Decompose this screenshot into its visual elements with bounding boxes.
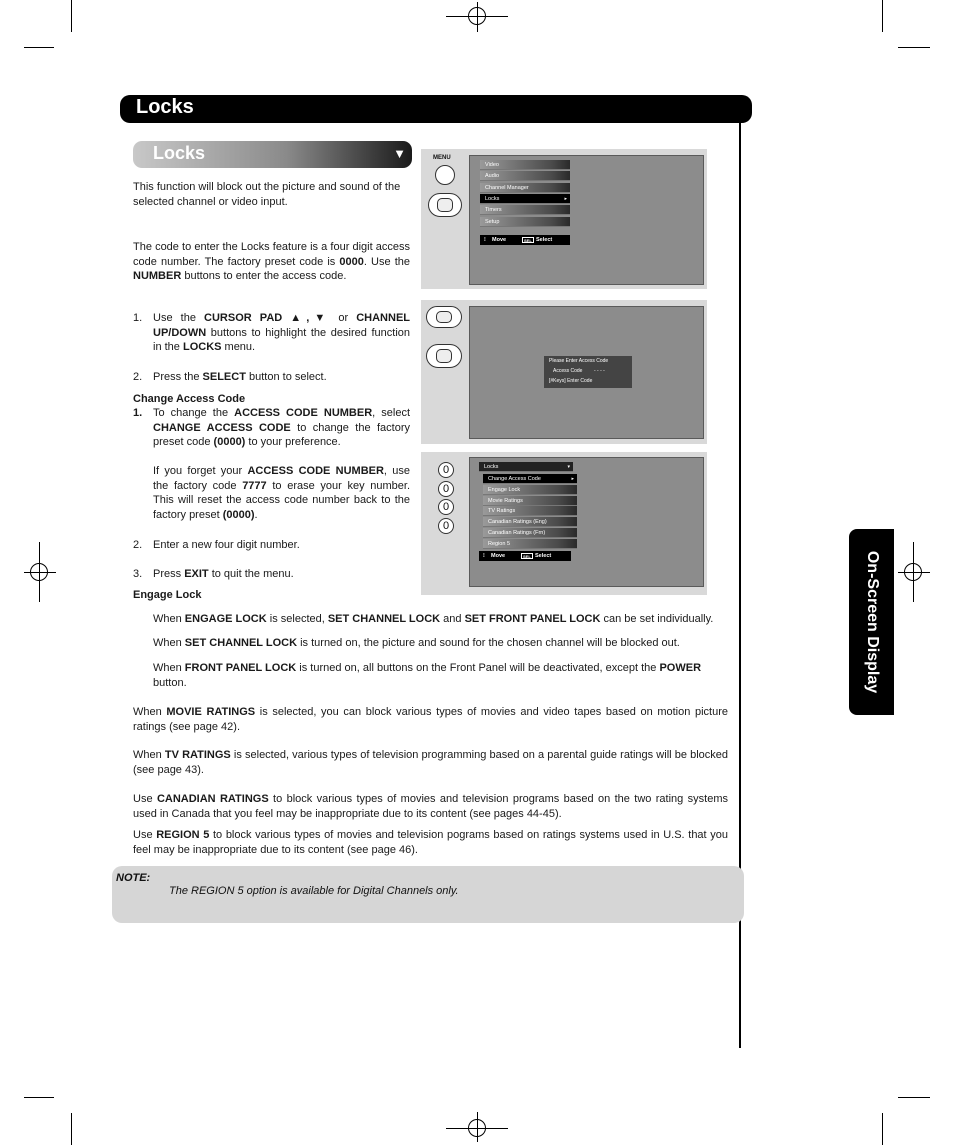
text: button to select. bbox=[245, 371, 327, 383]
engage-paragraph-3 bbox=[153, 661, 729, 690]
text: to your preference. bbox=[245, 436, 341, 449]
menu-item[interactable] bbox=[480, 171, 570, 181]
canadian-ratings-paragraph bbox=[133, 792, 728, 821]
keyword: CURSOR PAD ▲,▼ bbox=[204, 312, 331, 324]
text: to erase your key number. This will reset the access code number back to the factory preset bbox=[153, 479, 411, 521]
text: to block various types of movies and television programs based on the two rating systems used in Canada that you feel may be inappropriate due to its content (see pages 44-45). bbox=[133, 793, 728, 820]
access-code-field[interactable]: - - - - bbox=[594, 368, 605, 374]
keyword: FRONT PANEL LOCK bbox=[184, 662, 297, 674]
step-2-text bbox=[153, 370, 410, 385]
text: button. bbox=[153, 676, 187, 689]
text: to quit the menu. bbox=[208, 568, 294, 580]
section-title-bar bbox=[133, 141, 412, 168]
sel-key: SEL bbox=[524, 238, 532, 243]
engage-paragraph-1 bbox=[153, 612, 733, 627]
text: , use the factory code bbox=[153, 465, 410, 492]
menu-item-label: Canadian Ratings (Eng) bbox=[488, 519, 547, 526]
registration-mark bbox=[904, 563, 922, 581]
menu-screenshot-panel bbox=[421, 149, 707, 289]
keyword: CHANGE ACCESS CODE bbox=[153, 421, 291, 434]
region5-paragraph bbox=[133, 828, 728, 857]
number-button[interactable]: 0 bbox=[438, 499, 454, 515]
menu-item[interactable] bbox=[483, 539, 577, 549]
note-box bbox=[112, 866, 744, 923]
keyword: CANADIAN RATINGS bbox=[156, 793, 269, 805]
text: menu. bbox=[221, 341, 256, 354]
text: To change the bbox=[153, 407, 235, 419]
text: buttons to highlight the desired function in the bbox=[153, 326, 410, 354]
keyword: CHANNEL UP/DOWN bbox=[153, 312, 410, 339]
menu-item-label: Change Access Code bbox=[488, 476, 541, 482]
text: . Use the bbox=[363, 255, 410, 268]
menu-item[interactable] bbox=[483, 485, 577, 495]
keyword: (0000) bbox=[213, 436, 246, 449]
registration-mark bbox=[468, 1119, 486, 1137]
change-step-3-number: 3. bbox=[133, 568, 143, 580]
menu-item[interactable] bbox=[483, 517, 577, 527]
text: , select bbox=[372, 407, 410, 419]
number-button[interactable]: 0 bbox=[438, 481, 454, 497]
menu-item[interactable] bbox=[480, 183, 570, 193]
text: and bbox=[440, 613, 465, 625]
chevron-right-icon: ▸ bbox=[564, 195, 567, 202]
text: Use the bbox=[153, 312, 205, 324]
text: Press bbox=[153, 568, 185, 580]
access-code-paragraph bbox=[133, 240, 410, 284]
menu-item-label: TV Ratings bbox=[488, 508, 516, 515]
help-bar bbox=[480, 235, 570, 245]
menu-button[interactable] bbox=[435, 165, 455, 185]
menu-item-label: Engage Lock bbox=[488, 486, 521, 493]
text: Use bbox=[133, 829, 157, 841]
text: The code to enter the Locks feature is a four digit access code number. The factory preset code is bbox=[133, 241, 410, 268]
note-text: The REGION 5 option is available for Digital Channels only. bbox=[169, 885, 459, 897]
menu-item[interactable] bbox=[483, 496, 577, 506]
step-2-number: 2. bbox=[133, 371, 143, 383]
dialog-title: Please Enter Access Code bbox=[549, 358, 609, 364]
crop-mark bbox=[882, 0, 883, 32]
change-step-2-number: 2. bbox=[133, 539, 143, 551]
section-title: Locks bbox=[153, 143, 206, 163]
crop-mark bbox=[24, 47, 54, 48]
change-step-1-text bbox=[153, 406, 410, 450]
menu-item[interactable] bbox=[483, 528, 577, 538]
access-code-label: Access Code bbox=[553, 368, 583, 374]
move-label: Move bbox=[491, 553, 506, 559]
side-tab-label: On-Screen Display bbox=[863, 550, 881, 694]
keyword: ACCESS CODE NUMBER bbox=[247, 465, 384, 477]
menu-item[interactable] bbox=[483, 506, 577, 516]
keyword: LOCKS bbox=[182, 341, 222, 354]
keyword: SET CHANNEL LOCK bbox=[327, 613, 441, 625]
keyword: REGION 5 bbox=[156, 829, 210, 841]
note-label: NOTE: bbox=[116, 872, 151, 884]
chevron-down-icon: ▾ bbox=[567, 464, 570, 470]
text: When bbox=[133, 706, 167, 718]
text: When bbox=[133, 749, 165, 761]
move-label: Move bbox=[492, 237, 507, 243]
text: . bbox=[254, 508, 258, 521]
locks-menu-header bbox=[479, 462, 573, 472]
menu-item-label: Region 5 bbox=[488, 540, 511, 547]
tv-screen bbox=[469, 457, 704, 587]
select-button[interactable] bbox=[436, 311, 452, 323]
crop-mark bbox=[24, 1097, 54, 1098]
menu-item[interactable] bbox=[480, 217, 570, 227]
intro-paragraph bbox=[133, 180, 410, 209]
crop-mark bbox=[882, 1113, 883, 1145]
number-button[interactable]: 0 bbox=[438, 462, 454, 478]
keyword: SET FRONT PANEL LOCK bbox=[464, 613, 601, 625]
page-title: Locks bbox=[136, 96, 194, 118]
crop-mark bbox=[898, 1097, 930, 1098]
crop-mark bbox=[898, 47, 930, 48]
access-code-screenshot-panel bbox=[421, 300, 707, 444]
tv-ratings-paragraph bbox=[133, 748, 728, 777]
engage-paragraph-2 bbox=[153, 636, 733, 651]
menu-item-label: Channel Manager bbox=[485, 184, 529, 191]
side-section-tab bbox=[849, 529, 894, 715]
number-keyword: NUMBER bbox=[133, 270, 182, 283]
move-icon: ⁝ bbox=[484, 237, 486, 243]
locks-menu-screenshot-panel bbox=[421, 452, 707, 595]
tv-screen bbox=[469, 306, 704, 439]
change-code-heading: Change Access Code bbox=[133, 393, 246, 405]
text: to block various types of movies and television pograms based on ratings systems used in U.S. that you feel may be inappropriate due to its content (see page 46). bbox=[133, 829, 728, 856]
menu-item-label: Movie Ratings bbox=[488, 497, 523, 504]
intro-text: This function will block out the picture and sound of the selected channel or video input. bbox=[133, 181, 401, 208]
crop-mark bbox=[71, 0, 72, 32]
forgot-code-text bbox=[153, 464, 410, 522]
text: When bbox=[153, 637, 185, 649]
menu-item-label: Timers bbox=[485, 207, 502, 214]
move-icon: ⁝ bbox=[483, 553, 485, 559]
keyword: SET CHANNEL LOCK bbox=[184, 637, 298, 649]
keyword: SELECT bbox=[202, 371, 246, 383]
menu-button-label: MENU bbox=[433, 155, 451, 161]
menu-item-label: Audio bbox=[485, 173, 500, 180]
engage-lock-heading: Engage Lock bbox=[133, 589, 202, 601]
access-code-dialog bbox=[544, 356, 632, 388]
header-label: Locks bbox=[484, 464, 499, 470]
change-step-3-text bbox=[153, 567, 294, 582]
change-step-2-text: Enter a new four digit number. bbox=[153, 539, 300, 551]
change-step-1-number: 1. bbox=[133, 407, 143, 419]
text: buttons to enter the access code. bbox=[181, 270, 347, 283]
select-label: Select bbox=[536, 237, 553, 243]
movie-ratings-paragraph bbox=[133, 705, 728, 734]
keyword: MOVIE RATINGS bbox=[166, 706, 256, 718]
text: is selected, bbox=[266, 613, 328, 625]
select-button[interactable] bbox=[436, 349, 452, 363]
keyword: (0000) bbox=[222, 508, 255, 521]
registration-mark bbox=[468, 7, 486, 25]
text: When bbox=[153, 613, 185, 625]
keyword: ENGAGE LOCK bbox=[184, 613, 267, 625]
tv-screen bbox=[469, 155, 704, 285]
menu-item-label: Locks bbox=[485, 195, 500, 202]
page-title-bar bbox=[120, 95, 752, 123]
number-button[interactable]: 0 bbox=[438, 518, 454, 534]
select-label: Select bbox=[535, 553, 552, 559]
menu-item-label: Video bbox=[485, 162, 499, 168]
menu-item[interactable] bbox=[480, 194, 570, 204]
text: is selected, you can block various types of movies and video tapes based on motion picture ratings (see page 42). bbox=[133, 706, 728, 733]
registration-mark bbox=[30, 563, 48, 581]
factory-code: 0000 bbox=[339, 255, 364, 268]
menu-item[interactable] bbox=[480, 160, 570, 170]
menu-item[interactable] bbox=[483, 474, 577, 484]
step-1-text bbox=[153, 311, 410, 355]
step-1-number: 1. bbox=[133, 312, 143, 324]
text: Press the bbox=[153, 371, 203, 383]
text: to change the factory preset code bbox=[153, 421, 410, 449]
select-button[interactable] bbox=[437, 198, 453, 212]
menu-item[interactable] bbox=[480, 205, 570, 215]
text: is turned on, the picture and sound for the chosen channel will be blocked out. bbox=[297, 637, 680, 649]
help-bar bbox=[479, 551, 571, 561]
menu-item-label: Setup bbox=[485, 218, 500, 225]
text: can be set individually. bbox=[600, 613, 714, 625]
triangle-down-icon: ▼ bbox=[393, 146, 406, 161]
text: When bbox=[153, 662, 185, 674]
text: Use bbox=[133, 793, 157, 805]
text: is selected, various types of television programming based on a parental guide ratings will be blocked (see page 43). bbox=[133, 749, 729, 776]
text: If you forget your bbox=[153, 465, 248, 477]
keyword: ACCESS CODE NUMBER bbox=[234, 407, 373, 419]
text: or bbox=[330, 312, 357, 324]
dialog-hint: [#Keys] Enter Code bbox=[549, 378, 593, 384]
crop-mark bbox=[71, 1113, 72, 1145]
sel-key: SEL bbox=[523, 554, 531, 559]
keyword: TV RATINGS bbox=[164, 749, 231, 761]
text: is turned on, all buttons on the Front Panel will be deactivated, except the bbox=[296, 662, 660, 674]
keyword: POWER bbox=[659, 662, 702, 674]
keyword: EXIT bbox=[184, 568, 209, 580]
keyword: 7777 bbox=[242, 479, 267, 492]
chevron-right-icon: ▸ bbox=[571, 476, 574, 482]
menu-item-label: Canadian Ratings (Frn) bbox=[488, 530, 546, 536]
